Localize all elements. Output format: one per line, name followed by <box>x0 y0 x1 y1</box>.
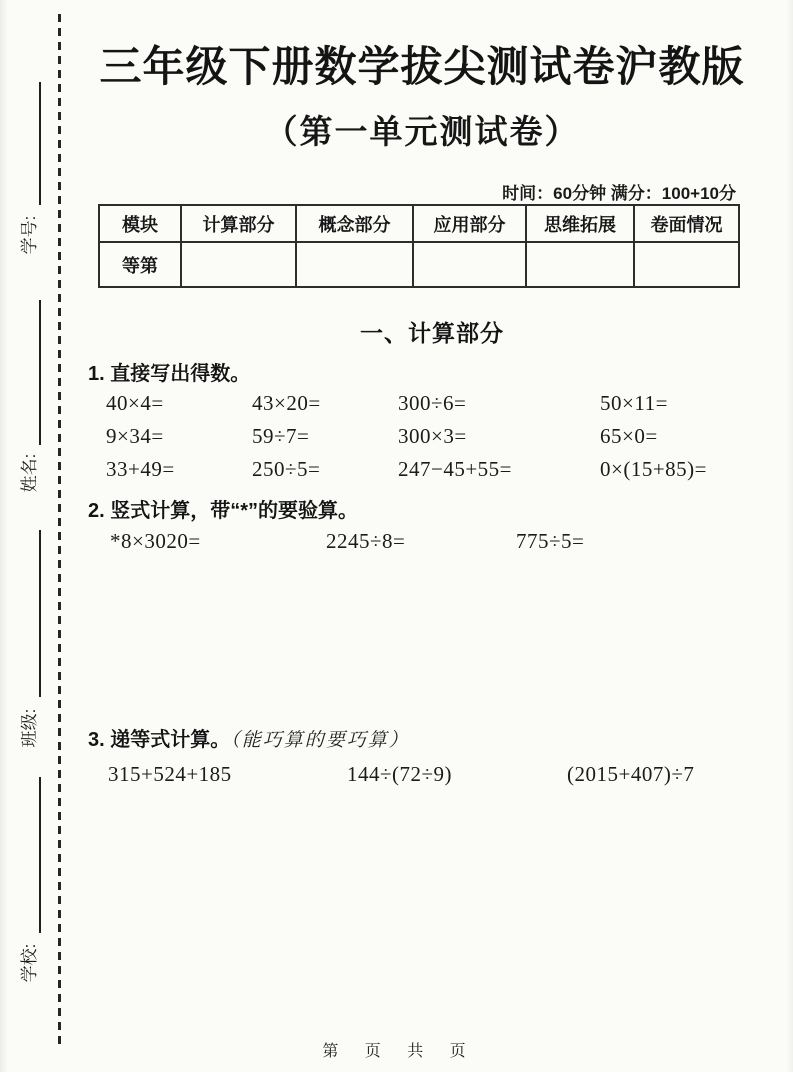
q1-equation: 65×0= <box>600 424 658 448</box>
q1-equation: 300÷6= <box>398 391 467 415</box>
q3-equation: 144÷(72÷9) <box>347 762 453 786</box>
student-id-blank-line <box>39 82 41 205</box>
margin-label-student-id: 学号: <box>20 215 39 255</box>
q1-equation: 50×11= <box>600 391 668 415</box>
dashed-cut-line <box>58 14 61 1050</box>
question1-label: 1. 直接写出得数。 <box>88 363 251 385</box>
school-blank-line <box>39 777 41 933</box>
margin-label-name: 姓名: <box>20 453 39 493</box>
score-header-presentation: 卷面情况 <box>634 205 739 242</box>
q1-equation: 59÷7= <box>252 424 310 448</box>
grade-cell-application <box>413 242 526 287</box>
q1-equation: 300×3= <box>398 424 467 448</box>
q1-equation: 40×4= <box>106 391 164 415</box>
question2-label: 2. 竖式计算，带“*”的要验算。 <box>88 500 359 522</box>
score-table <box>98 204 740 288</box>
question3-label <box>88 723 410 752</box>
question3-label-text: 3. 递等式计算。 <box>88 729 231 751</box>
name-blank-line <box>39 300 41 445</box>
q2-equation: 2245÷8= <box>326 529 406 553</box>
time-and-score-info: 时间：60分钟 满分：100+10分 <box>502 184 736 203</box>
q1-equation: 43×20= <box>252 391 321 415</box>
q1-equation: 247−45+55= <box>398 457 513 481</box>
margin-label-class: 班级: <box>20 708 39 748</box>
score-table-grade-row <box>99 242 739 287</box>
score-header-application: 应用部分 <box>413 205 526 242</box>
score-table-header-row <box>99 205 739 242</box>
grade-cell-calculation <box>181 242 296 287</box>
q3-equation: 315+524+185 <box>108 762 232 786</box>
class-blank-line <box>39 530 41 697</box>
q2-equation: 775÷5= <box>516 529 585 553</box>
section-heading-calculation: 一、计算部分 <box>360 320 504 346</box>
q1-equation: 0×(15+85)= <box>600 457 708 481</box>
q1-equation: 33+49= <box>106 457 175 481</box>
page-footer: 第 页 共 页 <box>322 1043 471 1060</box>
score-header-concept: 概念部分 <box>296 205 413 242</box>
paper-subtitle: （第一单元测试卷） <box>264 113 580 150</box>
score-header-module: 模块 <box>99 205 181 242</box>
question3-note: （能巧算的要巧算） <box>230 730 410 751</box>
score-header-calculation: 计算部分 <box>181 205 296 242</box>
score-header-thinking: 思维拓展 <box>526 205 634 242</box>
grade-cell-thinking <box>526 242 634 287</box>
q3-equation: (2015+407)÷7 <box>567 762 695 786</box>
paper-title: 三年级下册数学拔尖测试卷沪教版 <box>99 43 745 90</box>
q2-equation: *8×3020= <box>110 529 201 553</box>
q1-equation: 250÷5= <box>252 457 321 481</box>
q1-equation: 9×34= <box>106 424 164 448</box>
margin-label-school: 学校: <box>20 943 39 983</box>
grade-cell-concept <box>296 242 413 287</box>
grade-row-label: 等第 <box>99 242 181 287</box>
grade-cell-presentation <box>634 242 739 287</box>
